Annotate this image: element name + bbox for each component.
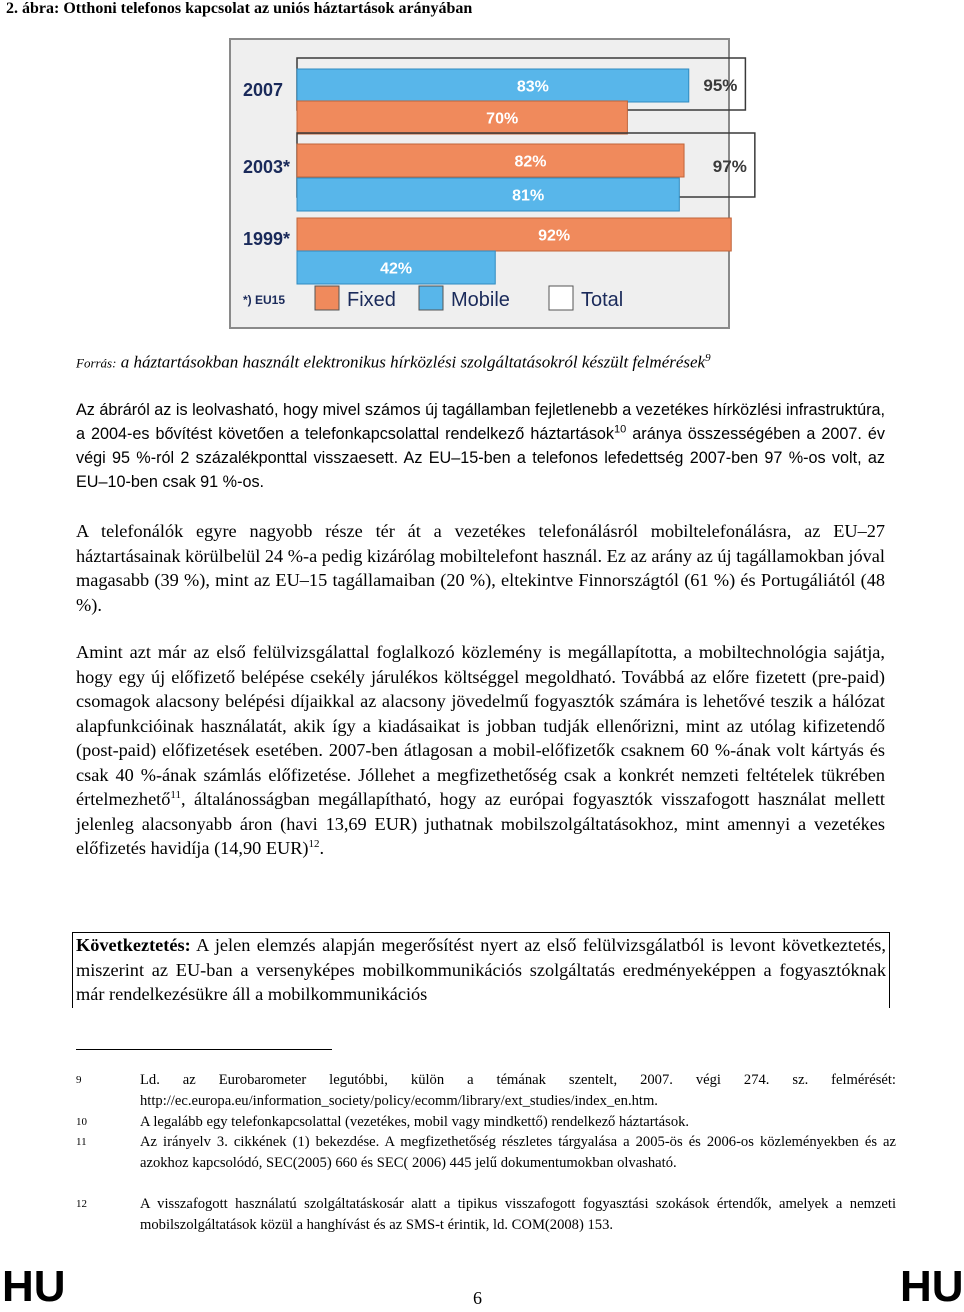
legend-label: Fixed	[347, 289, 396, 311]
footnote-text: A visszafogott használatú szolgáltatáskosár alatt a tipikus visszafogott fogyasztási szokások értendők, amelyek a nemzeti mobilszolgáltatások közül a hanghívást és az SMS-t érintik, ld. COM(2008) 153.	[140, 1196, 896, 1233]
footnote-ref-12[interactable]: 12	[308, 837, 320, 850]
paragraph-2: A telefonálók egyre nagyobb része tér át a vezetékes telefonálásról mobiltelefonálásra, az EU–27 háztartásainak körülbelül 24 %-a pedig kizárólag mobiltelefont használ. Ez az arány az új tagállamokban jóval magasabb (39 %), mint az EU–15 tagállamaiban (20 %), eltekintve Finnországtól (61 %) és Portugáliától (48 %).	[76, 521, 885, 615]
bar-mobile	[297, 178, 679, 211]
bar-mobile	[297, 69, 689, 102]
bar-label-fixed: 82%	[514, 153, 547, 171]
footnote-9	[76, 1070, 896, 1111]
p3-text-c: .	[319, 838, 325, 858]
footnote-ref-10[interactable]: 10	[614, 423, 627, 436]
legend-swatch-mobile	[419, 286, 443, 310]
footnote-number: 12	[76, 1198, 87, 1210]
figure-caption: 2. ábra: Otthoni telefonos kapcsolat az uniós háztartások arányában	[6, 0, 473, 17]
bar-label-fixed: 70%	[486, 110, 519, 128]
p3-text-a: Amint azt már az első felülvizsgálattal foglalkozó közlemény is megállapította, a mobiltechnológia sajátja, hogy egy új előfizető belépése csekély járulékos költséggel megoldható. Továbbá az előre fizetett (pre-paid) csomagok alacsony belépési díjaikkal az alacsony jövedelmű fogyasztók számára is lehetővé teszik a hálózat alapfunkcióinak használatát, akik így a kiadásaikat is jobban tudják ellenőrizni, mint az utólag kifizetendő (post-paid) előfizetések esetében. 2007-ben átlagosan a mobil-előfizetők csaknem 60 %-ának volt kártyás és csak 40 %-ának számlás előfizetése. Jóllehet a megfizethetőség csak a konkrét nemzeti feltételek tükrében értelmezhető	[76, 642, 885, 809]
category-label: 2007	[243, 80, 284, 100]
footnote-text: A legalább egy telefonkapcsolattal (vezetékes, mobil vagy mindkettő) rendelkező háztartások.	[140, 1114, 690, 1130]
category-label: 2003*	[243, 157, 291, 177]
p3-text-b: , általánosságban megállapítható, hogy az európai fogyasztók visszafogott használat mellett jelenleg alacsonyabb áron (havi 13,69 EUR) juthatnak mobilszolgáltatásokhoz, mint amennyi a vezetékes előfizetés havidíja (14,90 EUR)	[76, 789, 885, 858]
conclusion-text: A jelen elemzés alapján megerősítést nyert az első felülvizsgálatból is levont következtetés, miszerint az EU-ban a versenyképes mobilkommunikációs szolgáltatás eredményeképpen a fogyasztóknak már rendelkezésükre áll a mobilkommunikációs	[76, 935, 886, 1004]
footnote-11	[76, 1132, 896, 1173]
footnote-10	[76, 1112, 896, 1133]
bar-label-total: 97%	[712, 157, 747, 176]
legend-label: Mobile	[451, 289, 510, 311]
bar-fixed	[297, 144, 684, 177]
footnote-number: 9	[76, 1074, 82, 1086]
source-text: a háztartásokban használt elektronikus hírközlési szolgáltatásokról készült felmérések	[120, 352, 706, 372]
footer-lang-right: HU	[900, 1262, 964, 1311]
legend-label: Total	[581, 289, 624, 311]
bar-label-mobile: 81%	[512, 187, 545, 205]
footnote-number: 11	[76, 1136, 87, 1148]
bar-label-fixed: 92%	[538, 227, 571, 245]
figure-source	[76, 352, 711, 373]
footnote-number: 10	[76, 1116, 87, 1128]
footer-lang-left: HU	[2, 1262, 66, 1311]
paragraph-1	[76, 398, 885, 494]
bar-label-total: 95%	[703, 76, 738, 95]
footnote-text: Az irányelv 3. cikkének (1) bekezdése. A megfizethetőség részletes tárgyalása a 2005-ös és 2006-os közleményekben és az azokhoz kapcsolódó, SEC(2005) 660 és SEC( 2006) 445 jelű dokumentumokban olvasható.	[140, 1134, 896, 1171]
legend-swatch-fixed	[315, 286, 339, 310]
category-label: 1999*	[243, 229, 291, 249]
paragraph-3	[76, 640, 885, 861]
footnote-text: Ld. az Eurobarometer legutóbbi, külön a témának szentelt, 2007. végi 274. sz. felmérését: http://ec.europa.eu/information_society/policy/ecomm/library/ext_studies/index_en.htm.	[140, 1072, 896, 1109]
conclusion-box	[72, 932, 890, 1008]
chart-canvas	[231, 40, 747, 327]
bar-fixed	[297, 101, 627, 134]
source-label: Forrás:	[76, 355, 117, 371]
bar-fixed	[297, 218, 731, 251]
source-ref: 9	[705, 352, 711, 364]
legend-swatch-total	[549, 286, 573, 310]
chart-footnote: *) EU15	[243, 293, 286, 307]
p1-text-b: aránya összességében a 2007. év végi 95 %-ról 2 százalékponttal visszaesett. Az EU–15-ben a telefonos lefedettség 2007-ben 97 %-os volt, az EU–10-ben csak 91 %-os.	[76, 425, 885, 491]
footnote-ref-11[interactable]: 11	[170, 788, 181, 801]
page-number: 6	[473, 1288, 482, 1308]
footnote-12	[76, 1194, 896, 1235]
phone-connection-chart	[229, 38, 747, 329]
p1-text-a: Az ábráról az is leolvasható, hogy mivel számos új tagállamban fejletlenebb a vezetékes hírközlési infrastruktúra, a 2004-es bővítést követően a telefonkapcsolattal rendelkező háztartások	[76, 401, 885, 443]
bar-label-mobile: 42%	[380, 260, 413, 278]
conclusion-label: Következtetés:	[76, 935, 191, 955]
footnote-divider	[76, 1049, 332, 1050]
bar-label-mobile: 83%	[516, 78, 549, 96]
